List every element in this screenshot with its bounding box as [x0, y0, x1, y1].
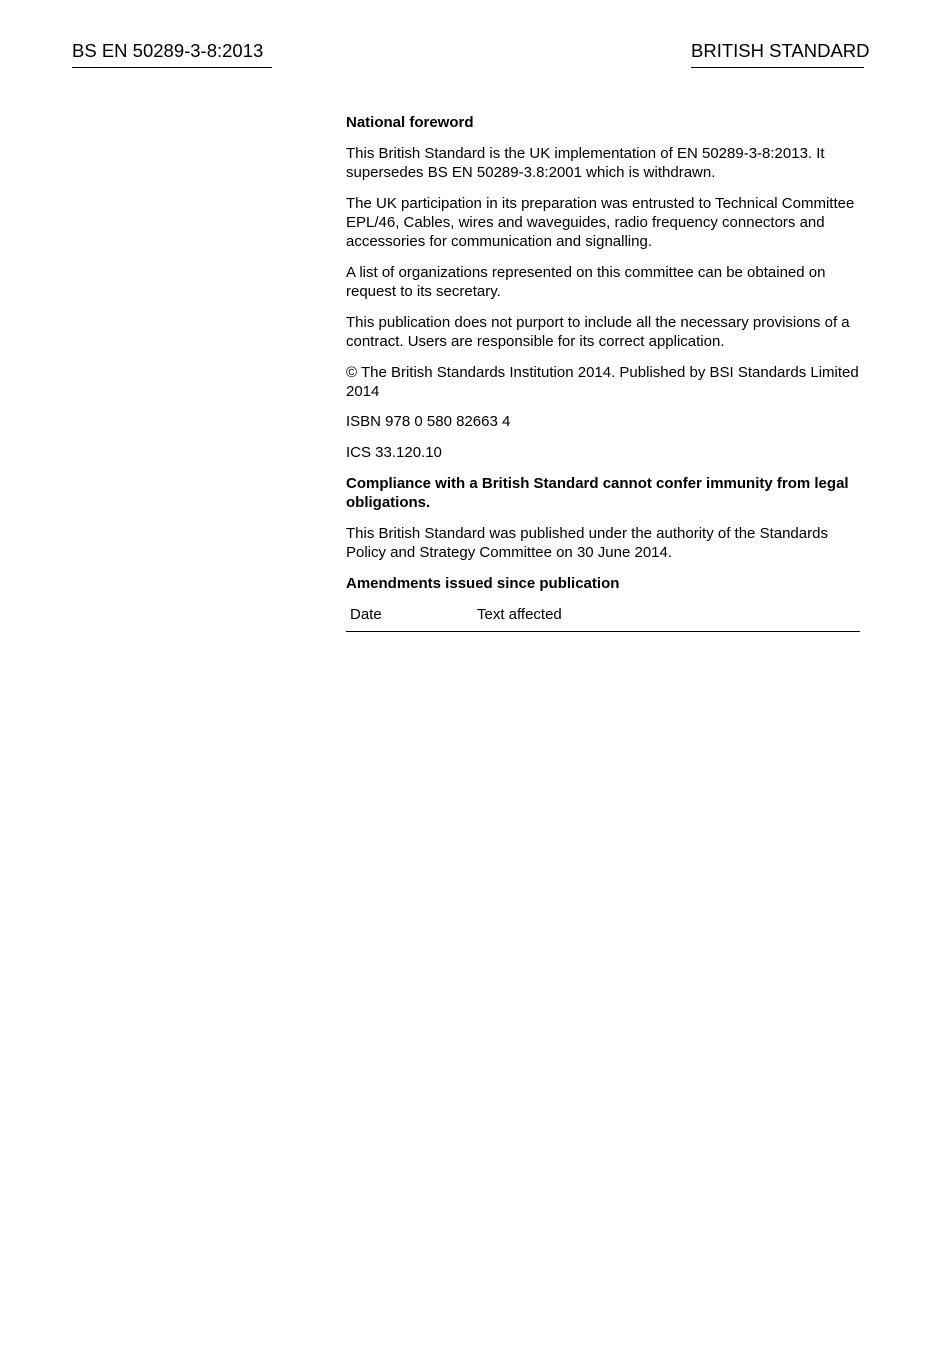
foreword-paragraph-committee: The UK participation in its preparation was entrusted to Technical Committee EPL/46, Cables, wires and waveguides, radio frequency connectors and accessories for communication and signalling.: [346, 194, 855, 251]
amendments-title: Amendments issued since publication: [346, 574, 620, 592]
foreword-paragraph-ics: ICS 33.120.10: [346, 444, 442, 462]
amendments-column-text-affected: Text affected: [473, 604, 860, 631]
document-designation: BS EN 50289-3-8:2013: [72, 40, 272, 68]
standard-type-label: BRITISH STANDARD: [691, 40, 864, 68]
amendments-table: [346, 604, 860, 631]
foreword-paragraph-isbn: ISBN 978 0 580 82663 4: [346, 413, 511, 431]
compliance-notice: Compliance with a British Standard cannot confer immunity from legal obligations.: [346, 474, 849, 512]
foreword-paragraph-contract: This publication does not purport to include all the necessary provisions of a contract. Users are responsible for its correct application.: [346, 313, 850, 350]
amendments-header-row: [346, 604, 860, 631]
national-foreword-section: [346, 113, 860, 632]
foreword-paragraph-implementation: This British Standard is the UK implementation of EN 50289-3-8:2013. It supersedes BS EN 50289-3.8:2001 which is withdrawn.: [346, 144, 825, 181]
foreword-paragraph-copyright: © The British Standards Institution 2014. Published by BSI Standards Limited 2014: [346, 363, 859, 400]
foreword-title: National foreword: [346, 114, 474, 131]
authority-statement: This British Standard was published under the authority of the Standards Policy and Strategy Committee on 30 June 2014.: [346, 524, 828, 561]
amendments-column-date: Date: [346, 604, 473, 631]
foreword-paragraph-organizations: A list of organizations represented on this committee can be obtained on request to its secretary.: [346, 263, 826, 300]
